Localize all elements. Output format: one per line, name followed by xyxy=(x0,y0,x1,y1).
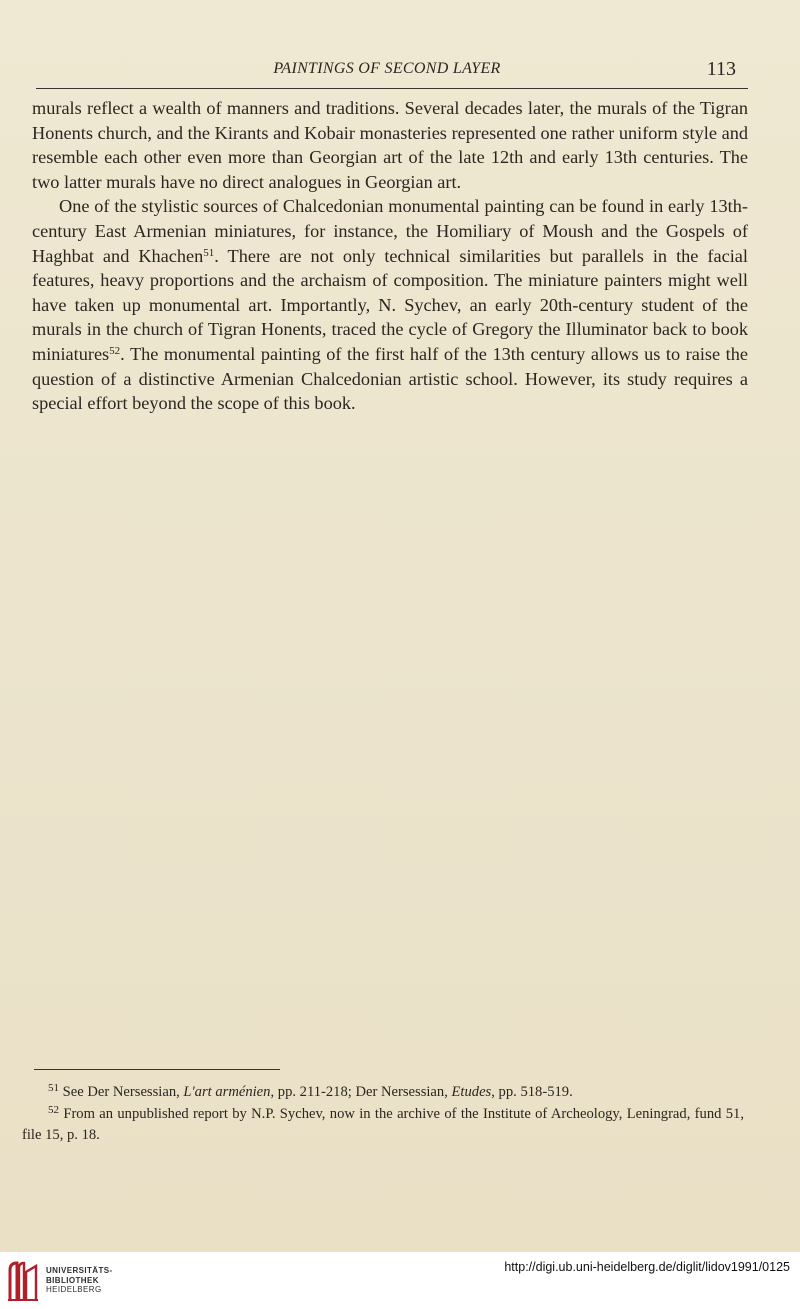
source-url-link[interactable]: http://digi.ub.uni-heidelberg.de/diglit/lidov1991/0125 xyxy=(504,1260,790,1274)
library-name: UNIVERSITÄTS- BIBLIOTHEK HEIDELBERG xyxy=(46,1266,113,1294)
footnote-mark: 52 xyxy=(48,1103,59,1116)
paragraph-1: murals reflect a wealth of manners and traditions. Several decades later, the murals of the Tigran Honents church, and the Kirants and Kobair monasteries represented one rather uniform style and resemble each other even more than Georgian art of the late 12th and early 13th centuries. The two latter murals have no direct analogues in Georgian art. xyxy=(32,98,748,192)
university-library-logo-icon[interactable] xyxy=(6,1260,40,1302)
page-number: 113 xyxy=(706,58,736,80)
running-head xyxy=(36,58,738,84)
header-rule xyxy=(36,88,748,89)
footnote-text: , pp. 518-519. xyxy=(491,1084,573,1100)
digitization-footer xyxy=(0,1252,800,1309)
footnote-51 xyxy=(22,1082,744,1104)
footnote-52 xyxy=(22,1104,744,1147)
footnote-text: , pp. 211-218; Der Nersessian, xyxy=(270,1084,452,1100)
footnote-mark: 51 xyxy=(48,1082,59,1094)
footnote-title: Etudes xyxy=(451,1084,492,1100)
paragraph-2 xyxy=(32,194,748,415)
body-text xyxy=(32,96,748,416)
footnote-rule xyxy=(34,1069,280,1070)
paragraph-2-part-3: . The monumental painting of the first half of the 13th century allows us to raise the question of a distinctive Armenian Chalcedonian artistic school. However, its study requires a special effort beyond the scope of this book. xyxy=(32,343,748,414)
footnote-text: From an unpublished report by N.P. Sychev, now in the archive of the Institute of Archeology, Leningrad, fund 51, file 15, p. 18. xyxy=(22,1105,744,1143)
paragraph-2-part-2: . There are not only technical similarities but parallels in the facial features, heavy proportions and the archaism of composition. The miniature painters might well have taken up monumental art. Importantly, N. Sychev, an early 20th-century student of the murals in the church of Tigran Honents, traced the cycle of Gregory the Illuminator back to book miniatures xyxy=(32,245,748,364)
footnote-text: See Der Nersessian, xyxy=(59,1084,184,1100)
paragraph-2-part-1: One of the stylistic sources of Chalcedonian monumental painting can be found in early 13th-century East Armenian miniatures, for instance, the Homiliary of Moush and the Gospels of Haghbat and Khachen xyxy=(32,196,748,266)
footnote-ref-52[interactable]: 52 xyxy=(109,344,121,357)
running-head-title: PAINTINGS OF SECOND LAYER xyxy=(273,60,501,77)
footnote-title: L'art arménien xyxy=(183,1084,271,1100)
footnotes xyxy=(22,1082,744,1147)
footnote-ref-51[interactable]: 51 xyxy=(203,246,215,259)
